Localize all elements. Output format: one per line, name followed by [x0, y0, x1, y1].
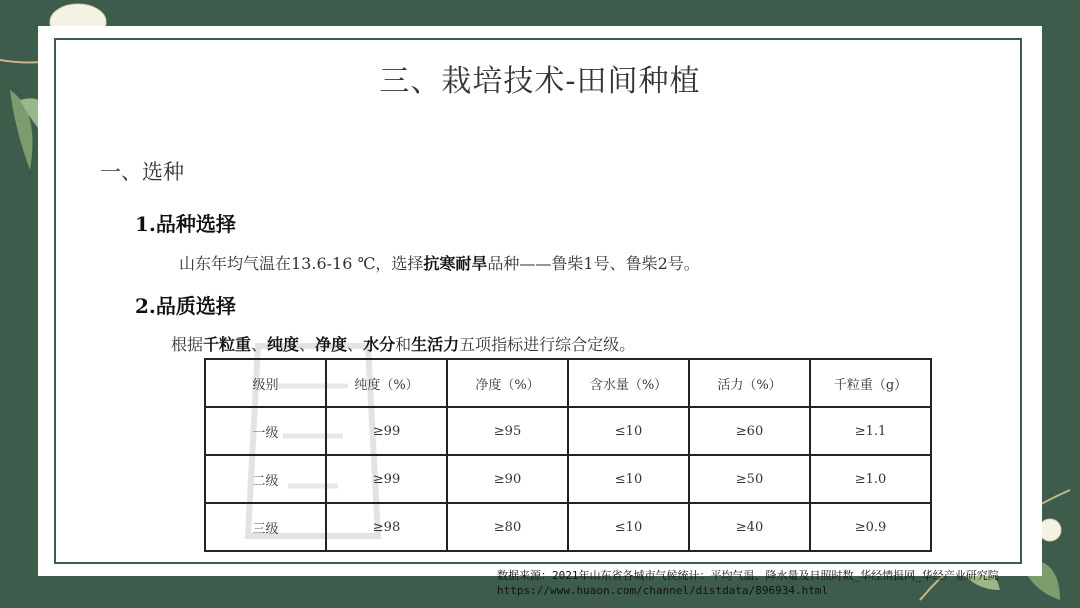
quality-text: 根据千粒重、纯度、净度、水分和生活力五项指标进行综合定级。 — [171, 335, 636, 354]
section-heading: 一、选种 — [100, 160, 184, 184]
slide-card — [38, 26, 1042, 576]
table-cell: 三级 — [205, 503, 326, 551]
table-cell: ≥99 — [326, 455, 447, 503]
table-cell: ≥1.0 — [810, 455, 931, 503]
source-link[interactable]: https://www.huaon.com/channel/distdata/896934.html — [497, 584, 829, 597]
table-row — [205, 455, 931, 503]
table-header-cell: 千粒重（g） — [810, 359, 931, 407]
table-cell: ≥60 — [689, 407, 810, 455]
table-cell: ≥0.9 — [810, 503, 931, 551]
slide-title: 三、栽培技术-田间种植 — [379, 64, 701, 99]
table-cell: ≤10 — [568, 503, 689, 551]
table-cell: ≥1.1 — [810, 407, 931, 455]
table-header-cell: 纯度（%） — [326, 359, 447, 407]
table-cell: ≥98 — [326, 503, 447, 551]
variety-text: 山东年均气温在13.6-16 ℃，选择抗寒耐旱品种——鲁柴1号、鲁柴2号。 — [179, 254, 700, 273]
grade-table — [204, 358, 932, 552]
table-cell: ≥99 — [326, 407, 447, 455]
source-text: 数据来源：2021年山东省各城市气候统计：平均气温、降水量及日照时数_华经情报网_华经产业研究院 — [497, 569, 999, 582]
table-cell: ≤10 — [568, 455, 689, 503]
table-cell: ≥50 — [689, 455, 810, 503]
table-cell: ≥95 — [447, 407, 568, 455]
table-cell: ≥80 — [447, 503, 568, 551]
table-header-cell: 含水量（%） — [568, 359, 689, 407]
table-header-cell: 级别 — [205, 359, 326, 407]
table-header-cell: 活力（%） — [689, 359, 810, 407]
variety-heading: 1.品种选择 — [135, 212, 236, 236]
table-header-cell: 净度（%） — [447, 359, 568, 407]
data-source-note — [497, 568, 999, 598]
table-cell: ≤10 — [568, 407, 689, 455]
table-cell: 二级 — [205, 455, 326, 503]
table-cell: ≥90 — [447, 455, 568, 503]
table-header-row — [205, 359, 931, 407]
table-row — [205, 503, 931, 551]
table-cell: 一级 — [205, 407, 326, 455]
table-row — [205, 407, 931, 455]
quality-heading: 2.品质选择 — [135, 294, 236, 318]
table-cell: ≥40 — [689, 503, 810, 551]
